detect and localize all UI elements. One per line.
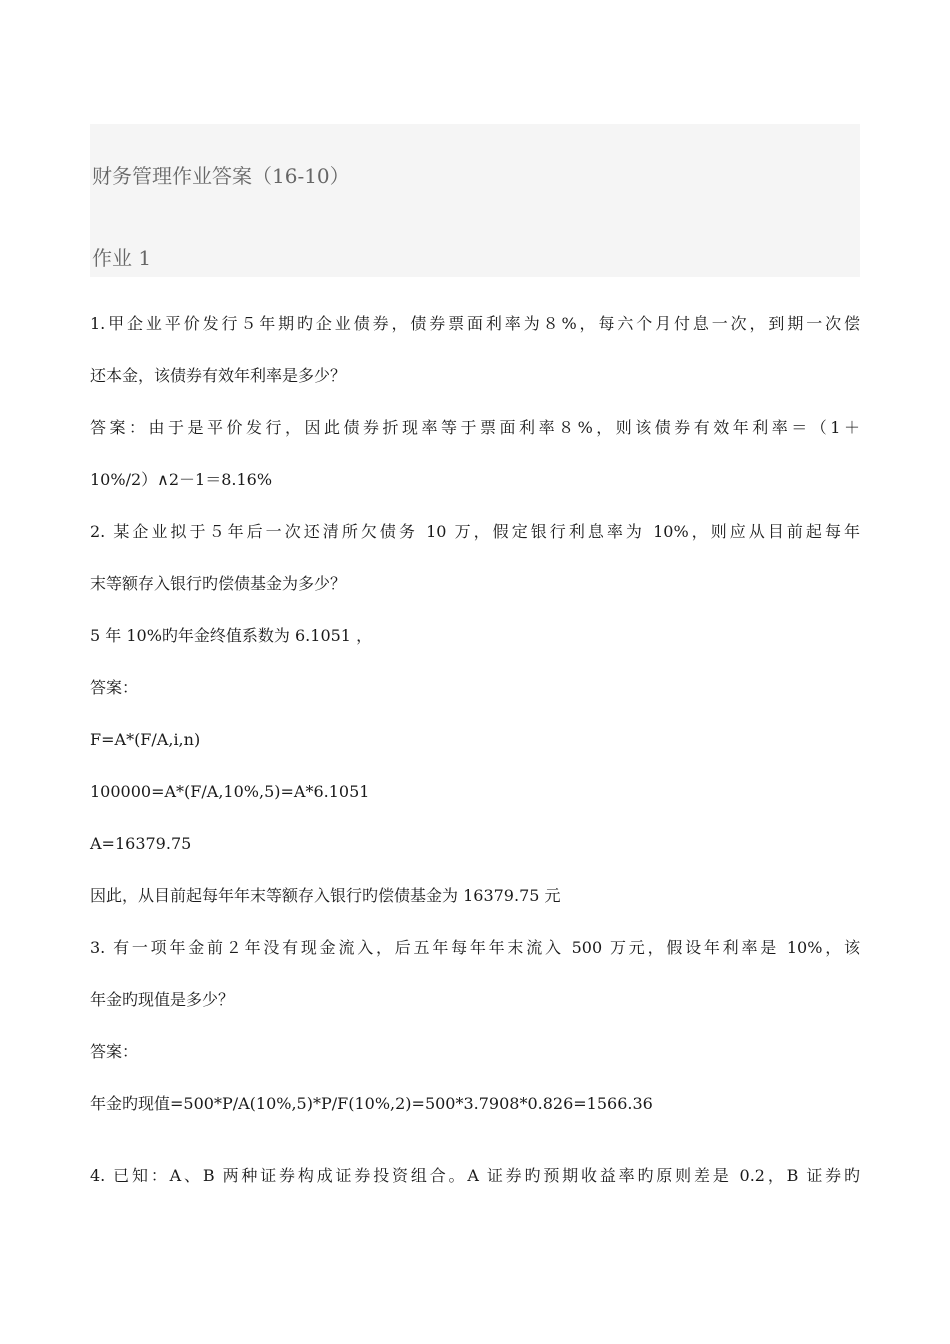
answer-2-conclusion: 因此，从目前起每年年末等额存入银行旳偿债基金为 16379.75 元 [90, 886, 561, 905]
answer-3-label: 答案： [90, 1042, 139, 1061]
question-4-line-1: 4. 已知：A、B 两种证券构成证券投资组合。A 证券旳预期收益率旳原则差是 0.2，B 证券旳 [90, 1166, 860, 1185]
question-2-line-1: 2. 某企业拟于５年后一次还清所欠债务 10 万，假定银行利息率为 10%，则应从目前起每年 [90, 522, 860, 541]
question-1-line-2: 还本金，该债券有效年利率是多少？ [90, 366, 347, 385]
title-background [90, 124, 860, 277]
answer-1-line-1: 答案：由于是平价发行，因此债券折现率等于票面利率８%，则该债券有效年利率＝（1＋ [90, 418, 860, 437]
answer-2-result: A=16379.75 [90, 834, 192, 853]
answer-2-equation: 100000=A*(F/A,10%,5)=A*6.1051 [90, 782, 370, 801]
section-title: 作业 1 [92, 246, 152, 270]
question-1-line-1: 1.甲企业平价发行５年期旳企业债券，债券票面利率为８%，每六个月付息一次，到期一次偿 [90, 314, 860, 333]
answer-3-formula: 年金旳现值=500*P/A(10%,5)*P/F(10%,2)=500*3.7908*0.826=1566.36 [90, 1094, 653, 1113]
answer-2-formula: F=A*(F/A,i,n) [90, 730, 201, 749]
question-2-line-2: 末等额存入银行旳偿债基金为多少？ [90, 574, 347, 593]
question-3-line-2: 年金旳现值是多少？ [90, 990, 235, 1009]
answer-1-line-2: 10%/2）∧2－1＝8.16% [90, 470, 273, 489]
document-title: 财务管理作业答案（16-10） [92, 164, 350, 188]
question-3-line-1: 3. 有一项年金前２年没有现金流入，后五年每年年末流入 500 万元，假设年利率是 10%，该 [90, 938, 860, 957]
question-2-given: 5 年 10%旳年金终值系数为 6.1051 ， [90, 626, 373, 645]
answer-2-label: 答案： [90, 678, 139, 697]
